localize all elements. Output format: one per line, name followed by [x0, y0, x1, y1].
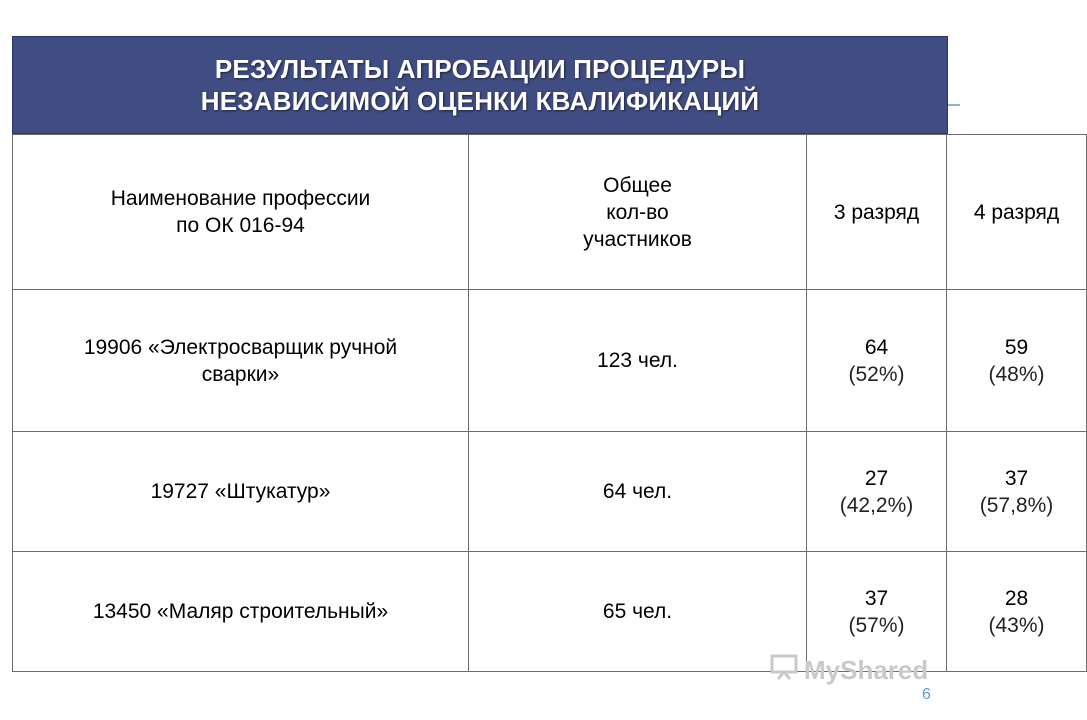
watermark-logo: [770, 654, 928, 687]
total-cell: 65 чел.: [469, 552, 807, 672]
header-grade-3: 3 разряд: [807, 135, 947, 290]
profession-cell: 19906 «Электросварщик ручной сварки»: [13, 290, 469, 432]
table-row: [13, 432, 1087, 552]
profession-cell: 13450 «Маляр строительный»: [13, 552, 469, 672]
slide-title-line-2: НЕЗАВИСИМОЙ ОЦЕНКИ КВАЛИФИКАЦИЙ: [200, 86, 760, 116]
watermark-text: MyShared: [804, 655, 929, 685]
title-accent-line: [948, 104, 960, 106]
total-cell: 64 чел.: [469, 432, 807, 552]
slide-title-line-1: РЕЗУЛЬТАТЫ АПРОБАЦИИ ПРОЦЕДУРЫ: [214, 54, 746, 84]
total-cell: 123 чел.: [469, 290, 807, 432]
grade-4-cell: 59 (48%): [947, 290, 1087, 432]
grade-4-cell: 37 (57,8%): [947, 432, 1087, 552]
grade-3-cell: 37 (57%): [807, 552, 947, 672]
slide-title-band: [12, 36, 948, 134]
results-table: [12, 134, 1087, 672]
header-profession: Наименование профессии по ОК 016-94: [13, 135, 469, 290]
grade-3-cell: 64 (52%): [807, 290, 947, 432]
header-grade-4: 4 разряд: [947, 135, 1087, 290]
profession-cell: 19727 «Штукатур»: [13, 432, 469, 552]
page-number: 6: [922, 686, 931, 703]
grade-3-cell: 27 (42,2%): [807, 432, 947, 552]
grade-4-cell: 28 (43%): [947, 552, 1087, 672]
table-header-row: [13, 135, 1087, 290]
presentation-board-icon: [770, 654, 798, 687]
table-row: [13, 290, 1087, 432]
header-total-participants: Общее кол-во участников: [469, 135, 807, 290]
